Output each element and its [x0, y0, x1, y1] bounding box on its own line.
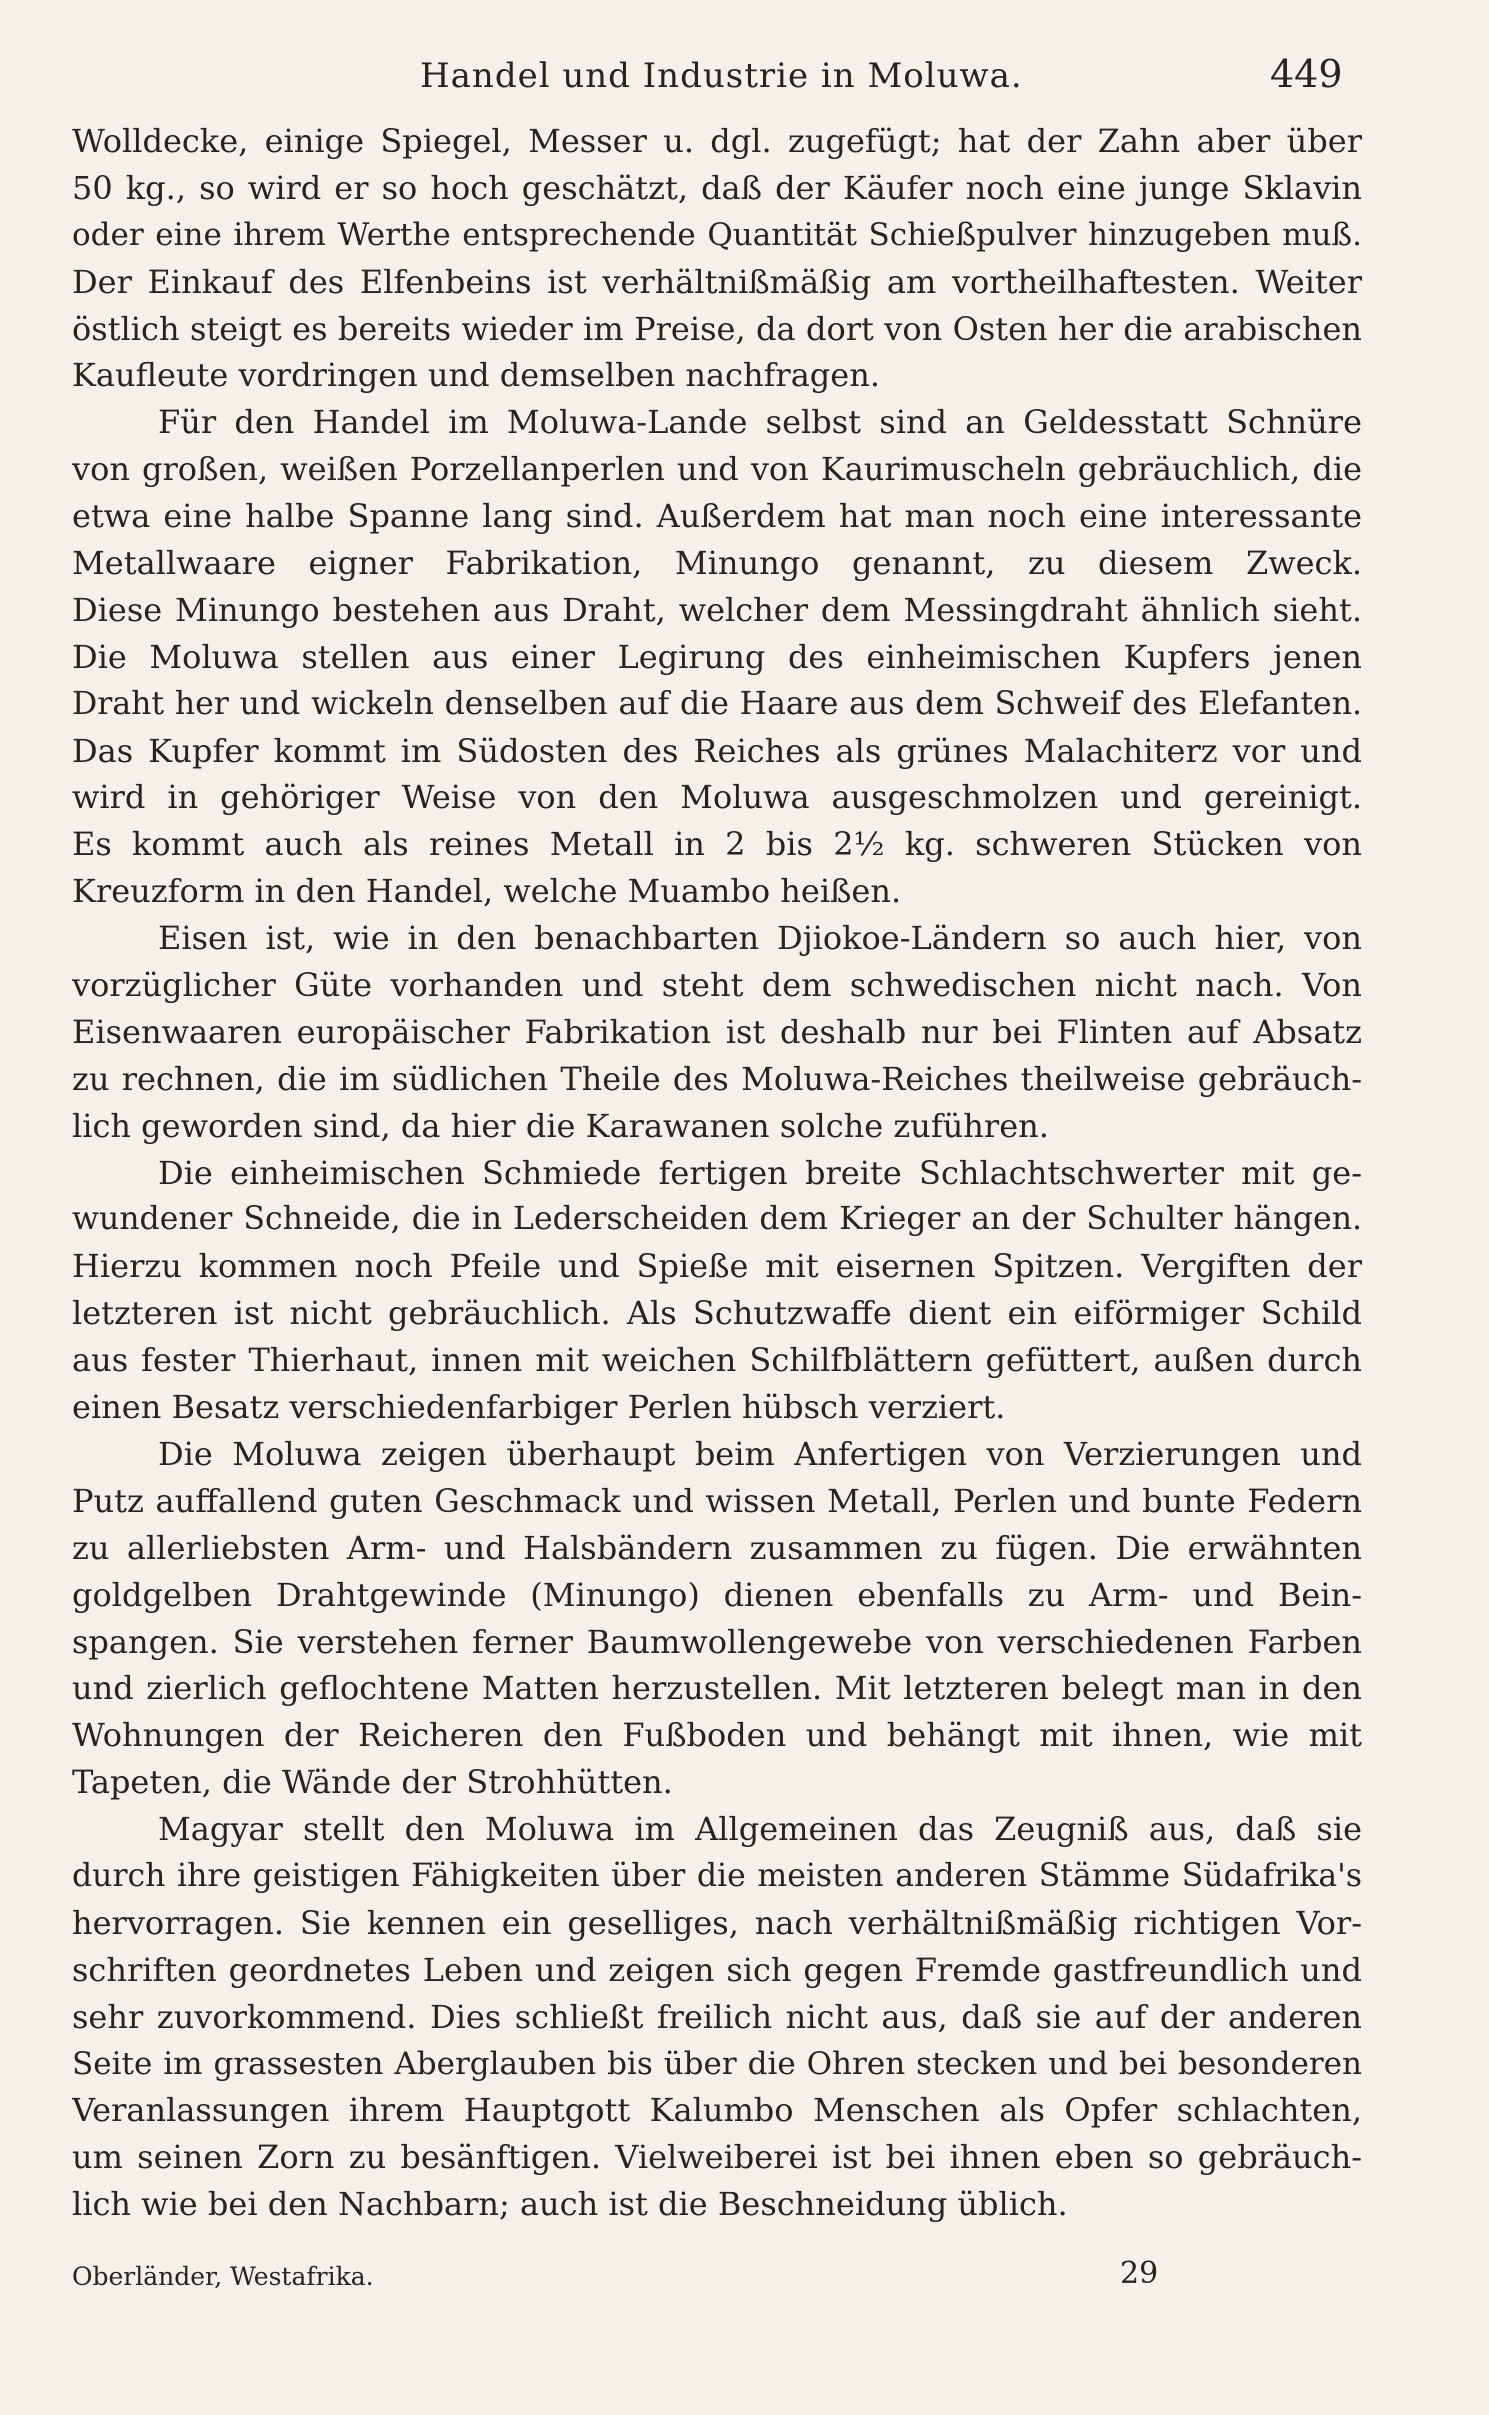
- text-line: Kaufleute vordringen und demselben nachfragen.: [72, 356, 880, 395]
- text-line: aus fester Thierhaut, innen mit weichen Schilfblättern gefüttert, außen durch: [72, 1341, 1362, 1380]
- body-text: [72, 118, 1362, 2228]
- text-line: Seite im grassesten Aberglauben bis über die Ohren stecken und bei besonderen: [72, 2045, 1362, 2082]
- footer-signature: Oberländer, Westafrika.: [72, 2262, 374, 2291]
- text-line: Magyar stellt den Moluwa im Allgemeinen das Zeugniß aus, daß sie: [158, 1810, 1362, 1849]
- text-line: goldgelben Drahtgewinde (Minungo) dienen ebenfalls zu Arm- und Bein-: [72, 1575, 1362, 1614]
- text-line: etwa eine halbe Spanne lang sind. Außerdem hat man noch eine interessante: [72, 497, 1362, 536]
- text-line: Das Kupfer kommt im Südosten des Reiches als grünes Malachiterz vor und: [72, 731, 1362, 770]
- text-line: Kreuzform in den Handel, welche Muambo heißen.: [72, 872, 902, 911]
- text-line: Metallwaare eigner Fabrikation, Minungo genannt, zu diesem Zweck.: [72, 544, 1362, 583]
- text-line: einen Besatz verschiedenfarbiger Perlen hübsch verziert.: [72, 1388, 1006, 1427]
- text-line: Der Einkauf des Elfenbeins ist verhältnißmäßig am vortheilhaftesten. Weiter: [72, 262, 1362, 301]
- text-line: Eisen ist, wie in den benachbarten Djiokoe-Ländern so auch hier, von: [158, 919, 1362, 958]
- text-line: Die Moluwa stellen aus einer Legirung des einheimischen Kupfers jenen: [72, 637, 1362, 676]
- text-line: lich geworden sind, da hier die Karawanen solche zuführen.: [72, 1106, 1049, 1145]
- text-line: Wohnungen der Reicheren den Fußboden und behängt mit ihnen, wie mit: [72, 1716, 1362, 1755]
- text-line: zu allerliebsten Arm- und Halsbändern zusammen zu fügen. Die erwähnten: [72, 1528, 1362, 1567]
- text-line: Putz auffallend guten Geschmack und wissen Metall, Perlen und bunte Federn: [72, 1481, 1362, 1520]
- text-line: Tapeten, die Wände der Strohhütten.: [72, 1763, 673, 1802]
- text-line: Die einheimischen Schmiede fertigen breite Schlachtschwerter mit ge-: [158, 1153, 1362, 1192]
- text-line: um seinen Zorn zu besänftigen. Vielweiberei ist bei ihnen eben so gebräuch-: [72, 2138, 1362, 2177]
- text-line: lich wie bei den Nachbarn; auch ist die Beschneidung üblich.: [72, 2185, 1068, 2224]
- text-line: von großen, weißen Porzellanperlen und von Kaurimuscheln gebräuchlich, die: [72, 450, 1362, 489]
- text-line: Hierzu kommen noch Pfeile und Spieße mit eisernen Spitzen. Vergiften der: [72, 1247, 1362, 1286]
- text-line: Veranlassungen ihrem Hauptgott Kalumbo Menschen als Opfer schlachten,: [72, 2091, 1362, 2130]
- text-line: oder eine ihrem Werthe entsprechende Quantität Schießpulver hinzugeben muß.: [72, 216, 1362, 253]
- text-line: östlich steigt es bereits wieder im Preise, da dort von Osten her die arabischen: [72, 309, 1362, 348]
- text-line: Eisenwaaren europäischer Fabrikation ist deshalb nur bei Flinten auf Absatz: [72, 1012, 1362, 1051]
- page-number: 449: [1270, 52, 1343, 96]
- text-line: spangen. Sie verstehen ferner Baumwollengewebe von verschiedenen Farben: [72, 1622, 1362, 1661]
- text-line: Draht her und wickeln denselben auf die Haare aus dem Schweif des Elefanten.: [72, 685, 1362, 722]
- text-line: letzteren ist nicht gebräuchlich. Als Schutzwaffe dient ein eiförmiger Schild: [72, 1294, 1362, 1333]
- text-line: wundener Schneide, die in Lederscheiden dem Krieger an der Schulter hängen.: [72, 1201, 1362, 1238]
- text-line: wird in gehöriger Weise von den Moluwa ausgeschmolzen und gereinigt.: [72, 778, 1362, 817]
- text-line: vorzüglicher Güte vorhanden und steht dem schwedischen nicht nach. Von: [72, 966, 1362, 1005]
- text-line: 50 kg., so wird er so hoch geschätzt, daß der Käufer noch eine junge Sklavin: [72, 168, 1362, 207]
- text-line: schriften geordnetes Leben und zeigen sich gegen Fremde gastfreundlich und: [72, 1950, 1362, 1989]
- text-line: Diese Minungo bestehen aus Draht, welcher dem Messingdraht ähnlich sieht.: [72, 590, 1362, 629]
- text-line: Wolldecke, einige Spiegel, Messer u. dgl. zugefügt; hat der Zahn aber über: [72, 122, 1362, 160]
- text-line: sehr zuvorkommend. Dies schließt freilich nicht aus, daß sie auf der anderen: [72, 1997, 1362, 2036]
- sheet-number: 29: [1120, 2256, 1159, 2291]
- text-line: Für den Handel im Moluwa-Lande selbst sind an Geldesstatt Schnüre: [158, 403, 1362, 442]
- text-line: hervorragen. Sie kennen ein geselliges, nach verhältnißmäßig richtigen Vor-: [72, 1903, 1362, 1942]
- running-title: Handel und Industrie in Moluwa.: [420, 56, 1023, 96]
- text-line: Die Moluwa zeigen überhaupt beim Anfertigen von Verzierungen und: [158, 1434, 1362, 1473]
- text-line: Es kommt auch als reines Metall in 2 bis 2½ kg. schweren Stücken von: [72, 825, 1362, 864]
- text-line: und zierlich geflochtene Matten herzustellen. Mit letzteren belegt man in den: [72, 1669, 1362, 1708]
- text-line: zu rechnen, die im südlichen Theile des Moluwa-Reiches theilweise gebräuch-: [72, 1059, 1362, 1098]
- text-line: durch ihre geistigen Fähigkeiten über die meisten anderen Stämme Südafrika's: [72, 1857, 1362, 1894]
